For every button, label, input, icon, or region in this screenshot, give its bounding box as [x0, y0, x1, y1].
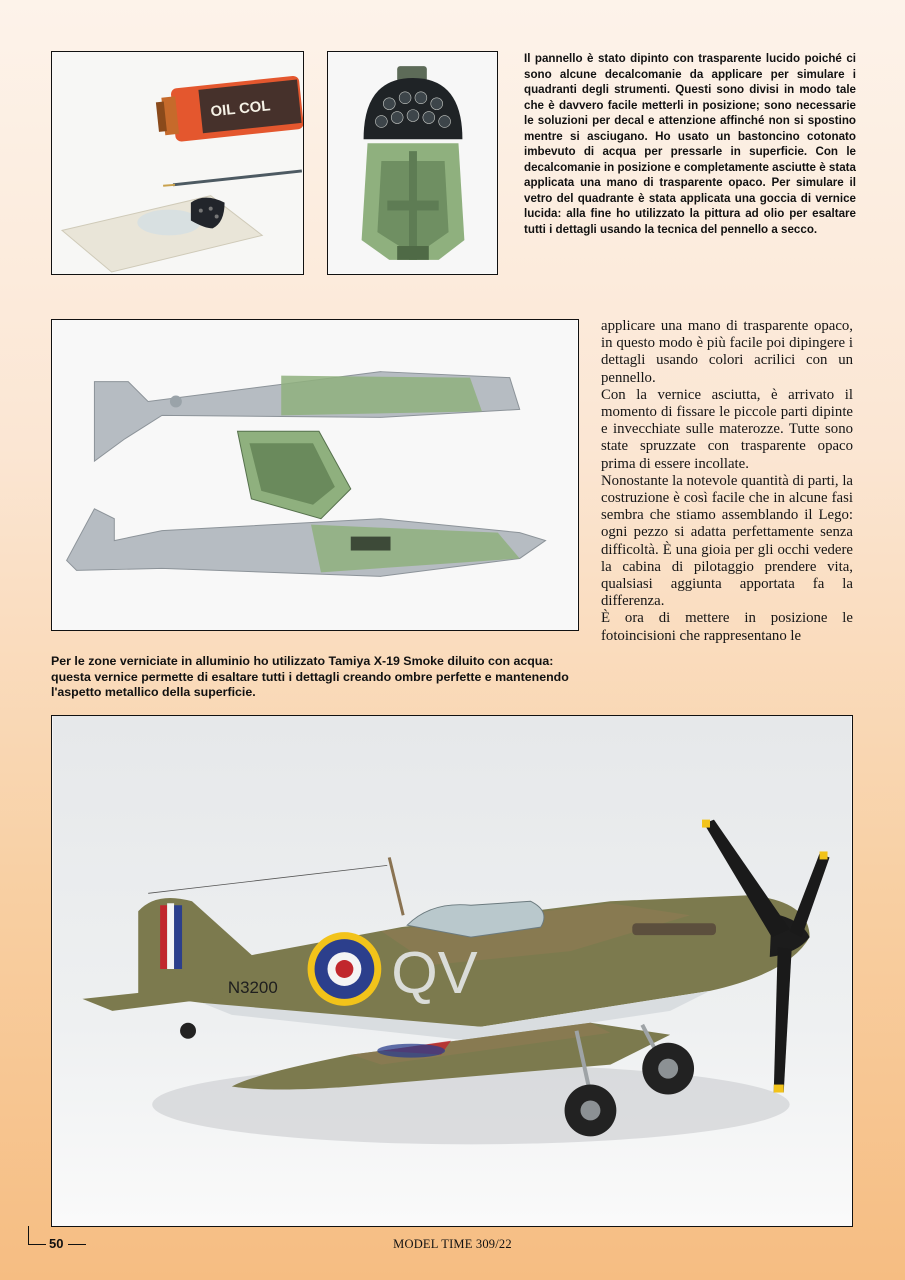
spitfire-model-illustration: [52, 716, 852, 1226]
body-paragraph: È ora di mettere in posizione le fotoincisioni che rappresentano le: [601, 610, 853, 644]
body-paragraph: Con la vernice asciutta, è arrivato il momento di fissare le piccole parti dipinte e invecchiate sulle materozze. Tutte sono state spruzzate con trasparente opaco prima di essere incollate.: [601, 386, 853, 472]
fuselage-halves-illustration: [52, 320, 578, 630]
photo-finished-spitfire: [51, 715, 853, 1227]
body-paragraph: Nonostante la notevole quantità di parti, la costruzione è così facile che in alcune fasi sembra che stiamo assemblando il Lego: ogni pezzo si adatta perfettamente senza difficoltà. È una gioia per gli occhi vedere la cabina di pilotaggio prendere vita, qualsiasi aggiunta apportata fa la differenza.: [601, 472, 853, 610]
article-body-text: [601, 318, 853, 718]
instrument-panel-illustration: [328, 52, 497, 274]
aircraft-serial-marking: N3200: [227, 977, 278, 997]
aircraft-code-marking: QV: [391, 938, 478, 1006]
paint-tube-label: OIL COL: [209, 98, 272, 121]
photo-paint-tube-and-brush: [51, 51, 304, 275]
caption-instrument-panel: Il pannello è stato dipinto con trasparente lucido poiché ci sono alcune decalcomanie da applicare per simulare i quadranti degli strumenti. Questi sono divisi in modo tale che è davvero facile metterli in posizione; sono necessarie le soluzioni per decal e attenzione affinché non si spostino mentre si asciugano. Ho usato un bastoncino cotonato imbevuto di acqua per pressarle in superficie. Con le decalcomanie in posizione e completamente asciutte è stata applicata una mano di trasparente opaco. Per simulare il vetro del quadrante è stata applicata una goccia di vernice lucida: alla fine ho utilizzato la pittura ad olio per esaltare tutti i dettagli usando la tecnica del pennello a secco.: [524, 52, 856, 236]
photo-instrument-panel: [327, 51, 498, 275]
caption-aluminium-paint: Per le zone verniciate in alluminio ho utilizzato Tamiya X-19 Smoke diluito con acqua: questa vernice permette di esaltare tutti i dettagli creando ombre perfette e mantenendo l'aspetto metallico della superficie.: [51, 654, 569, 700]
paint-tube-illustration: [52, 52, 303, 274]
page-number: 50: [49, 1236, 64, 1251]
body-paragraph: applicare una mano di trasparente opaco, in questo modo è più facile poi dipingere i dettagli usando colori acrilici con un pennello.: [601, 318, 853, 386]
magazine-issue: MODEL TIME 309/22: [393, 1237, 512, 1251]
photo-fuselage-halves: [51, 319, 579, 631]
